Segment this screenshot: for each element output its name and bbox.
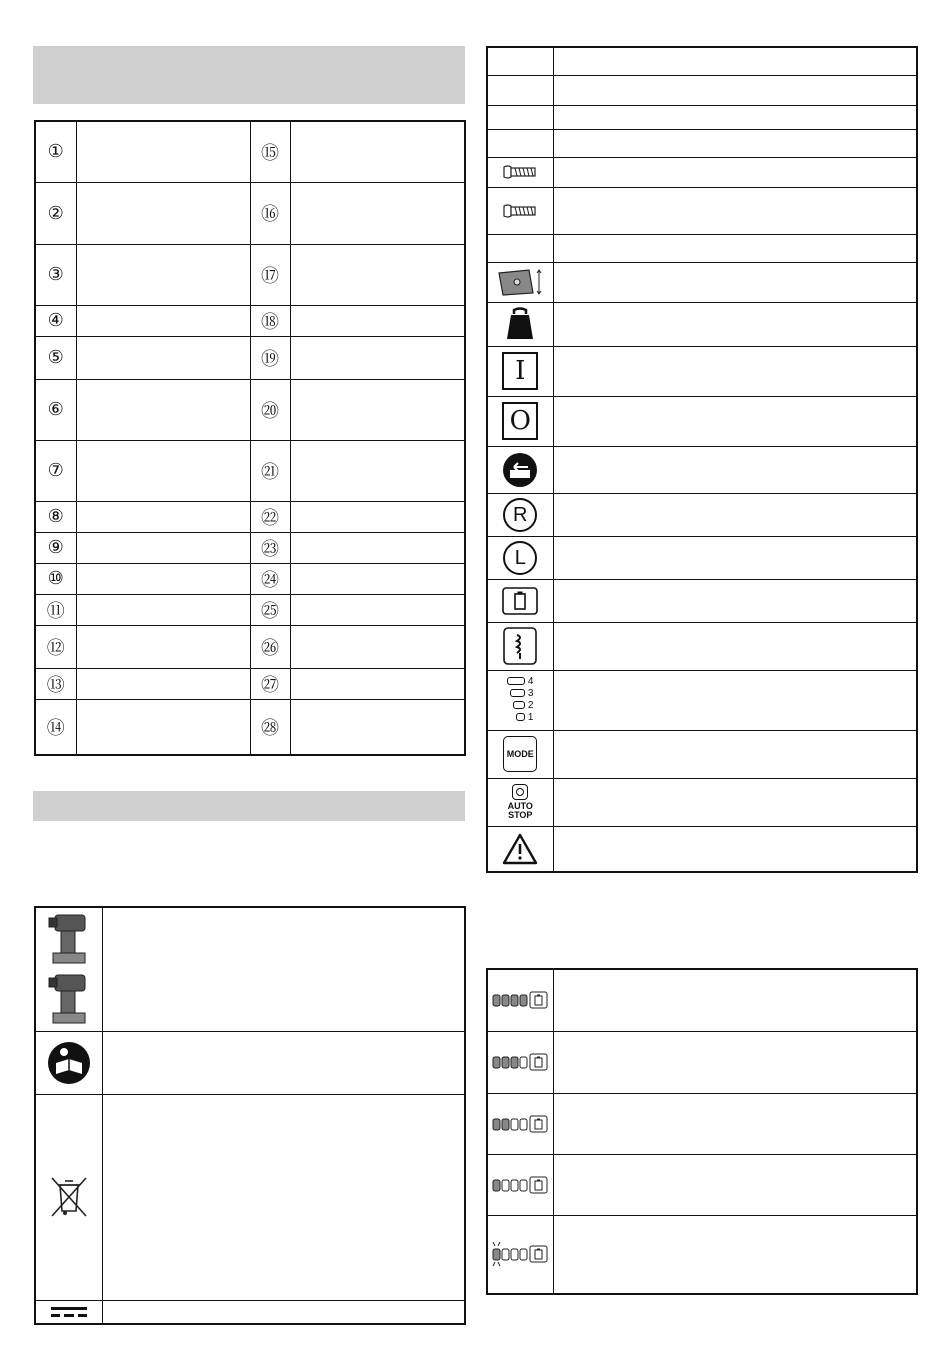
- table-row: [35, 532, 465, 563]
- forward-rotation-icon: R: [503, 498, 537, 532]
- impact-wrench-icon: [47, 911, 91, 1027]
- speed-level-2: 2: [507, 700, 533, 712]
- table-row: [487, 536, 917, 579]
- table-row: [35, 1094, 465, 1300]
- table-row: [487, 826, 917, 872]
- table-row: [487, 579, 917, 622]
- table-row: [487, 1031, 917, 1093]
- table-row: [35, 244, 465, 305]
- table-row: [487, 105, 917, 129]
- table-row: [487, 969, 917, 1031]
- part-number: ㉓: [250, 532, 290, 563]
- direct-current-icon: [49, 1305, 89, 1319]
- table-row: [35, 440, 465, 501]
- table-row: [487, 1154, 917, 1215]
- table-row: [35, 182, 465, 244]
- battery-icon: [502, 587, 538, 615]
- table-row: [35, 563, 465, 594]
- table-row: [487, 234, 917, 262]
- table-row: [35, 1031, 465, 1094]
- table-row: [487, 187, 917, 234]
- table-row: [487, 670, 917, 730]
- bolt-icon: [502, 164, 538, 180]
- part-number: ⑯: [250, 182, 290, 244]
- part-number: ㉒: [250, 501, 290, 532]
- unlock-icon: O: [502, 402, 538, 440]
- part-number: ㉕: [250, 594, 290, 625]
- table-row: [35, 594, 465, 625]
- table-row: [487, 1093, 917, 1154]
- speed-levels-icon: [507, 676, 533, 724]
- socket-size-icon: [495, 267, 545, 297]
- table-row: [487, 157, 917, 187]
- part-number: ㉘: [250, 699, 290, 755]
- speed-level-1: 1: [507, 712, 533, 724]
- part-number: ⑫: [35, 625, 76, 668]
- tool-images-cell: [35, 907, 102, 1031]
- part-number: ⑩: [35, 563, 76, 594]
- part-number: ⑰: [250, 244, 290, 305]
- table-row: [487, 730, 917, 778]
- part-number: ⑬: [35, 668, 76, 699]
- table-row: [35, 305, 465, 336]
- section-header-bar-2: [33, 791, 465, 821]
- table-row: [35, 501, 465, 532]
- symbols-table-right: [486, 46, 918, 873]
- table-row: [487, 778, 917, 826]
- table-row: [487, 446, 917, 493]
- table-row: [487, 493, 917, 536]
- battery-level-blinking-icon: [491, 1239, 549, 1269]
- table-row: [487, 302, 917, 346]
- bolt-icon: [502, 203, 538, 219]
- battery-remove-icon: [502, 452, 538, 488]
- part-number: ㉖: [250, 625, 290, 668]
- table-row: [487, 396, 917, 446]
- speed-level-3: 3: [507, 688, 533, 700]
- parts-list-table: [34, 120, 466, 756]
- part-number: ⑥: [35, 379, 76, 440]
- symbols-table-left: [34, 906, 466, 1325]
- part-number: ③: [35, 244, 76, 305]
- weight-icon: [505, 306, 535, 342]
- part-number: ⑨: [35, 532, 76, 563]
- part-number: ⑱: [250, 305, 290, 336]
- table-row: [487, 262, 917, 302]
- table-row: [35, 379, 465, 440]
- battery-level-table: [486, 968, 918, 1295]
- table-row: [35, 699, 465, 755]
- read-manual-icon: [47, 1041, 91, 1085]
- table-row: [487, 129, 917, 157]
- part-number: ⑲: [250, 336, 290, 379]
- part-number: ⑮: [250, 121, 290, 182]
- reverse-rotation-icon: L: [503, 541, 537, 575]
- table-row: [35, 668, 465, 699]
- mode-button-icon: MODE: [503, 736, 537, 772]
- battery-level-2-icon: [491, 1115, 549, 1133]
- table-row: [487, 1215, 917, 1294]
- part-number: ㉔: [250, 563, 290, 594]
- table-row: [487, 75, 917, 105]
- part-number: ㉗: [250, 668, 290, 699]
- table-row: [487, 346, 917, 396]
- battery-level-1-icon: [491, 1176, 549, 1194]
- speed-level-4: 4: [507, 676, 533, 688]
- battery-level-4-icon: [491, 991, 549, 1009]
- part-number: ⑧: [35, 501, 76, 532]
- warning-icon: [502, 833, 538, 865]
- part-number: ⑭: [35, 699, 76, 755]
- part-number: ①: [35, 121, 76, 182]
- auto-stop-icon: AUTO STOP: [488, 784, 553, 820]
- part-number: ⑦: [35, 440, 76, 501]
- part-number: ⑤: [35, 336, 76, 379]
- table-row: [35, 907, 465, 1031]
- part-number: ⑳: [250, 379, 290, 440]
- part-number: ④: [35, 305, 76, 336]
- part-number: ⑪: [35, 594, 76, 625]
- table-row: [35, 1300, 465, 1324]
- table-row: [35, 625, 465, 668]
- crossed-bin-icon: [49, 1175, 89, 1219]
- lock-icon: I: [502, 352, 538, 390]
- table-row: [35, 121, 465, 182]
- table-row: [35, 336, 465, 379]
- section-header-bar-1: [33, 46, 465, 104]
- battery-level-3-icon: [491, 1053, 549, 1071]
- part-number: ②: [35, 182, 76, 244]
- part-number: ㉑: [250, 440, 290, 501]
- table-row: [487, 622, 917, 670]
- table-row: [487, 47, 917, 75]
- drill-mode-icon: [503, 627, 537, 665]
